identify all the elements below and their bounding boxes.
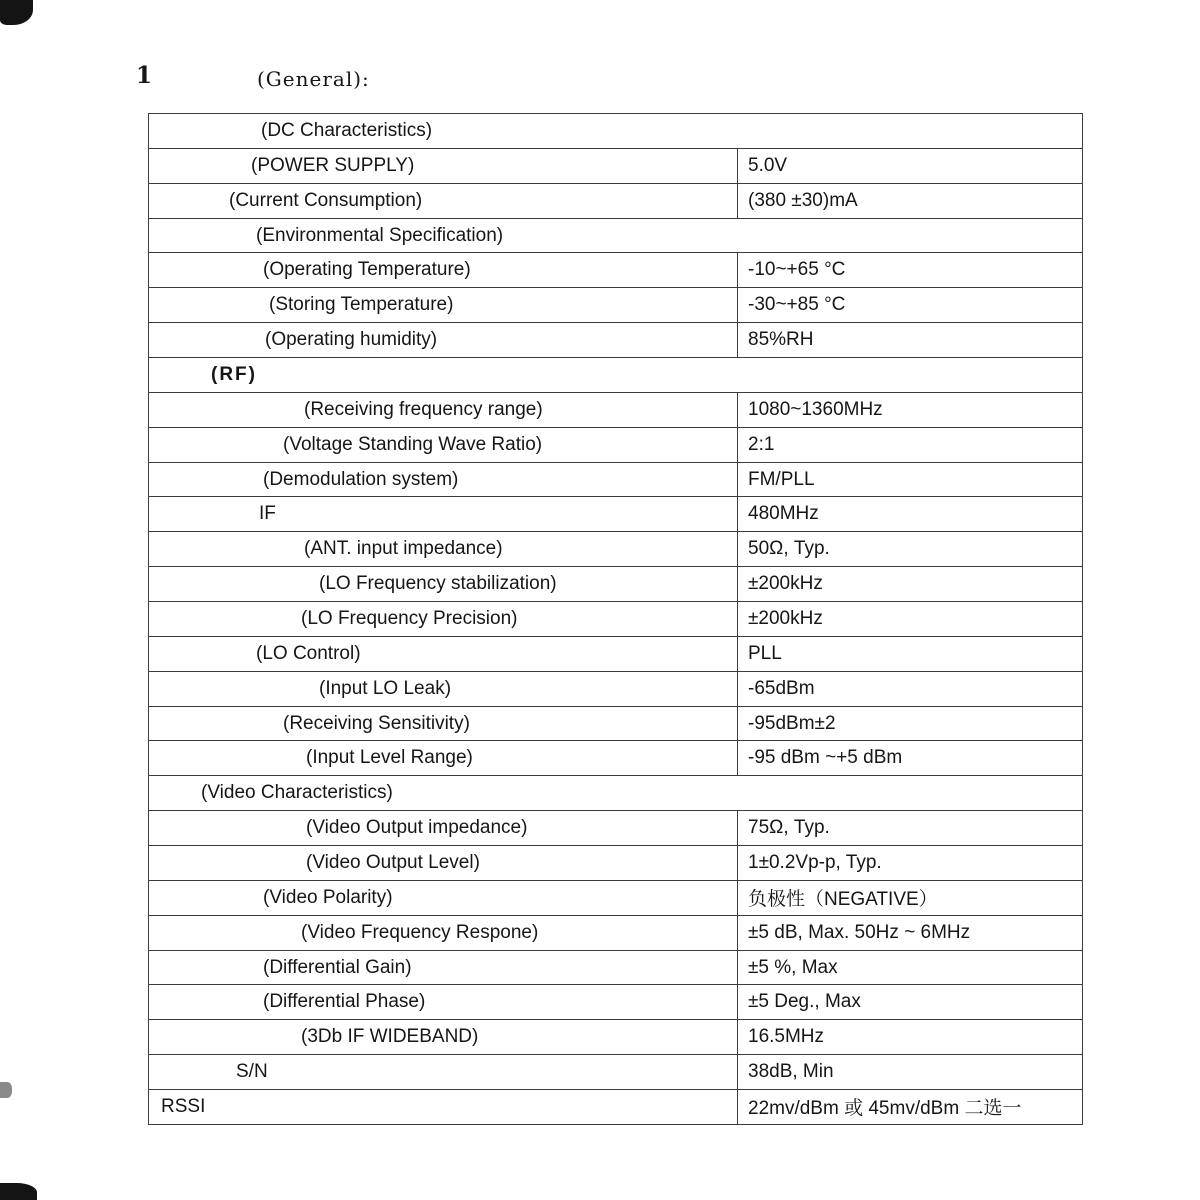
spec-value: -95 dBm ~+5 dBm (748, 747, 903, 769)
spec-value: -65dBm (748, 677, 815, 699)
spec-label: (Input Level Range) (149, 741, 738, 775)
spec-label: (Storing Temperature) (149, 288, 738, 322)
spec-label: (DC Characteristics) (261, 119, 433, 141)
spec-value: 85%RH (748, 329, 814, 351)
spec-label: (Operating humidity) (149, 323, 738, 357)
spec-label: (ANT. input impedance) (149, 532, 738, 566)
spec-value: 5.0V (748, 154, 788, 176)
section-header-row (149, 776, 1082, 811)
spec-row (149, 532, 1082, 567)
spec-value: 75Ω, Typ. (748, 817, 830, 839)
spec-row (149, 184, 1082, 219)
spec-label: (Video Polarity) (149, 881, 738, 915)
spec-row (149, 288, 1082, 323)
spec-label: (RF) (211, 363, 257, 385)
spec-row (149, 672, 1082, 707)
spec-value: 38dB, Min (748, 1061, 834, 1083)
spec-row (149, 428, 1082, 463)
spec-label: RSSI (149, 1090, 738, 1124)
spec-row (149, 149, 1082, 184)
spec-row (149, 602, 1082, 637)
spec-row (149, 1090, 1082, 1124)
spec-label: (LO Control) (149, 637, 738, 671)
spec-value: ±5 %, Max (748, 956, 838, 978)
spec-label: S/N (149, 1055, 738, 1089)
spec-row (149, 881, 1082, 916)
spec-table (148, 113, 1083, 1125)
spec-label: (Video Frequency Respone) (149, 916, 738, 950)
spec-row (149, 1055, 1082, 1090)
spec-row (149, 253, 1082, 288)
spec-row (149, 323, 1082, 358)
spec-row (149, 741, 1082, 776)
spec-label: (Differential Gain) (149, 951, 738, 985)
document-section-number: 1 (136, 62, 153, 89)
scan-artifact-top-left (0, 0, 33, 25)
spec-value: 1±0.2Vp-p, Typ. (748, 851, 882, 873)
section-header-row (149, 358, 1082, 393)
spec-row (149, 916, 1082, 951)
spec-label: (Video Output impedance) (149, 811, 738, 845)
spec-label: (LO Frequency Precision) (149, 602, 738, 636)
spec-label: (Demodulation system) (149, 463, 738, 497)
spec-value: ±5 Deg., Max (748, 991, 861, 1013)
spec-label: (Environmental Specification) (256, 224, 504, 246)
spec-label: (Differential Phase) (149, 985, 738, 1019)
spec-label: (Video Output Level) (149, 846, 738, 880)
scan-artifact-left-smudge (0, 1082, 12, 1098)
spec-value: 22mv/dBm 或 45mv/dBm 二选一 (748, 1098, 1022, 1120)
spec-label: (Input LO Leak) (149, 672, 738, 706)
spec-row (149, 811, 1082, 846)
section-header-row (149, 114, 1082, 149)
document-title: (General): (257, 67, 370, 91)
spec-label: (Operating Temperature) (149, 253, 738, 287)
spec-row (149, 1020, 1082, 1055)
scan-artifact-bottom-left (0, 1183, 37, 1200)
spec-value: 480MHz (748, 503, 819, 525)
spec-row (149, 985, 1082, 1020)
spec-label: (Video Characteristics) (201, 782, 393, 804)
spec-value: 16.5MHz (748, 1026, 825, 1048)
spec-value: 50Ω, Typ. (748, 538, 830, 560)
spec-value: -30~+85 °C (748, 294, 846, 316)
spec-label: (POWER SUPPLY) (149, 149, 738, 183)
spec-value: ±200kHz (748, 607, 823, 629)
spec-row (149, 393, 1082, 428)
spec-row (149, 497, 1082, 532)
spec-value: (380 ±30)mA (748, 189, 858, 211)
spec-row (149, 707, 1082, 742)
spec-label: (Voltage Standing Wave Ratio) (149, 428, 738, 462)
spec-value: -95dBm±2 (748, 712, 836, 734)
spec-value: 负极性（NEGATIVE） (748, 889, 938, 911)
spec-label: (3Db IF WIDEBAND) (149, 1020, 738, 1054)
spec-label: (LO Frequency stabilization) (149, 567, 738, 601)
spec-row (149, 637, 1082, 672)
spec-row (149, 951, 1082, 986)
spec-value: PLL (748, 642, 782, 664)
spec-value: FM/PLL (748, 468, 815, 490)
spec-value: 1080~1360MHz (748, 398, 883, 420)
spec-row (149, 846, 1082, 881)
spec-row (149, 463, 1082, 498)
spec-label: (Current Consumption) (149, 184, 738, 218)
spec-value: ±200kHz (748, 573, 823, 595)
spec-row (149, 567, 1082, 602)
section-header-row (149, 219, 1082, 254)
spec-value: -10~+65 °C (748, 259, 846, 281)
spec-label: (Receiving frequency range) (149, 393, 738, 427)
spec-label: IF (149, 497, 738, 531)
spec-label: (Receiving Sensitivity) (149, 707, 738, 741)
spec-value: 2:1 (748, 433, 775, 455)
spec-value: ±5 dB, Max. 50Hz ~ 6MHz (748, 921, 971, 943)
